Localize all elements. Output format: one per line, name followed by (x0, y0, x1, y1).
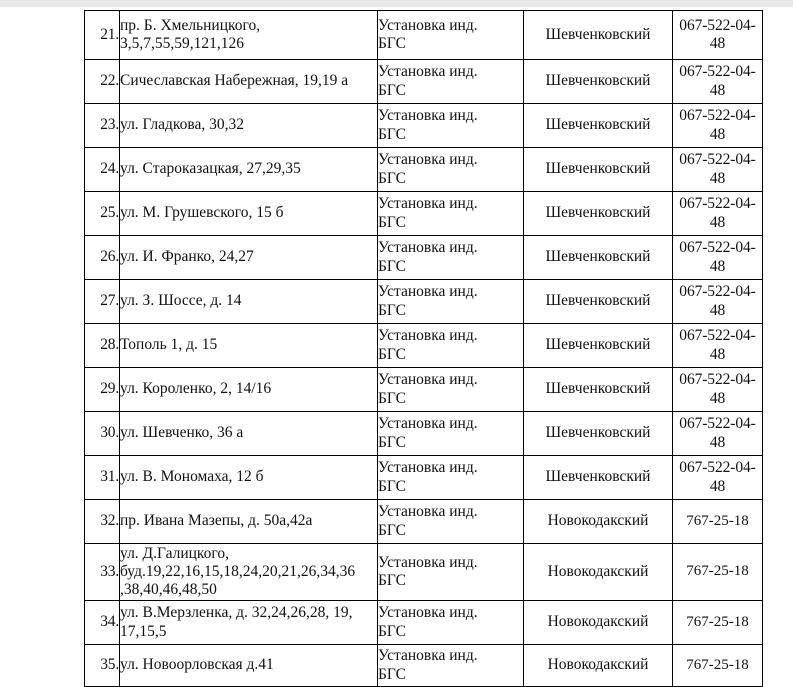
table-row (85, 601, 763, 645)
row-work-type (378, 456, 524, 500)
row-phone: 767-25-18 (673, 544, 763, 601)
work-line-2: БГС (378, 125, 406, 143)
work-line-1: Установка инд. (378, 151, 478, 169)
address-line: ул. Шевченко, 36 а (120, 424, 244, 442)
work-line-1: Установка инд. (378, 459, 478, 477)
address-line: ул. З. Шоссе, д. 14 (120, 292, 242, 310)
row-phone: 067-522-04-48 (673, 60, 763, 104)
row-address (120, 500, 378, 544)
table-row (85, 236, 763, 280)
work-line-1: Установка инд. (378, 16, 478, 34)
work-line-2: БГС (378, 257, 406, 275)
row-district: Шевченковский (524, 324, 673, 368)
work-line-2: БГС (378, 213, 406, 231)
row-phone: 067-522-04-48 (673, 236, 763, 280)
row-district: Шевченковский (524, 104, 673, 148)
table-row (85, 456, 763, 500)
row-district: Шевченковский (524, 148, 673, 192)
work-line-1: Установка инд. (378, 327, 478, 345)
row-work-type (378, 148, 524, 192)
work-line-2: БГС (378, 389, 406, 407)
row-phone: 767-25-18 (673, 500, 763, 544)
row-work-type (378, 11, 524, 60)
work-line-2: БГС (378, 433, 406, 451)
row-work-type (378, 544, 524, 601)
row-address (120, 412, 378, 456)
work-line-1: Установка инд. (378, 503, 478, 521)
row-address (120, 544, 378, 601)
work-line-1: Установка инд. (378, 283, 478, 301)
row-address (120, 148, 378, 192)
table-row (85, 544, 763, 601)
row-address (120, 192, 378, 236)
work-line-2: БГС (378, 521, 406, 539)
row-number: 23. (85, 104, 120, 148)
work-line-2: БГС (378, 622, 406, 640)
table-row (85, 148, 763, 192)
row-phone: 067-522-04-48 (673, 412, 763, 456)
table-row (85, 412, 763, 456)
row-district: Шевченковский (524, 236, 673, 280)
row-district: Шевченковский (524, 192, 673, 236)
row-district: Шевченковский (524, 412, 673, 456)
row-number: 25. (85, 192, 120, 236)
row-work-type (378, 236, 524, 280)
row-work-type (378, 368, 524, 412)
address-line: ул. И. Франко, 24,27 (120, 248, 254, 266)
work-line-2: БГС (378, 345, 406, 363)
address-line: ул. М. Грушевского, 15 б (120, 204, 284, 222)
row-number: 27. (85, 280, 120, 324)
row-number: 31. (85, 456, 120, 500)
row-phone: 767-25-18 (673, 645, 763, 687)
address-line: ул. Короленко, 2, 14/16 (120, 380, 272, 398)
row-work-type (378, 104, 524, 148)
work-line-2: БГС (378, 81, 406, 99)
address-work-table (84, 10, 763, 687)
row-district: Новокодакский (524, 645, 673, 687)
work-line-1: Установка инд. (378, 415, 478, 433)
table-row (85, 60, 763, 104)
row-number: 28. (85, 324, 120, 368)
row-address (120, 368, 378, 412)
row-address (120, 11, 378, 60)
work-line-2: БГС (378, 665, 406, 683)
row-address (120, 236, 378, 280)
row-number: 34. (85, 601, 120, 645)
row-district: Шевченковский (524, 280, 673, 324)
row-district: Шевченковский (524, 368, 673, 412)
row-work-type (378, 412, 524, 456)
table-row (85, 11, 763, 60)
row-phone: 067-522-04-48 (673, 11, 763, 60)
row-work-type (378, 324, 524, 368)
table-body (85, 11, 763, 687)
address-line: ул. Староказацкая, 27,29,35 (120, 160, 301, 178)
address-line: пр. Б. Хмельницкого, (120, 16, 261, 34)
table-row (85, 280, 763, 324)
address-line: ул. Гладкова, 30,32 (120, 116, 244, 134)
table-row (85, 192, 763, 236)
row-number: 22. (85, 60, 120, 104)
row-work-type (378, 601, 524, 645)
row-number: 35. (85, 645, 120, 687)
work-line-1: Установка инд. (378, 371, 478, 389)
row-phone: 067-522-04-48 (673, 368, 763, 412)
table-row (85, 324, 763, 368)
row-address (120, 60, 378, 104)
table-row (85, 104, 763, 148)
work-line-2: БГС (378, 477, 406, 495)
row-phone: 067-522-04-48 (673, 280, 763, 324)
address-line: ул. Д.Галицкого, (120, 544, 230, 562)
row-number: 21. (85, 11, 120, 60)
row-number: 32. (85, 500, 120, 544)
row-work-type (378, 500, 524, 544)
work-line-1: Установка инд. (378, 195, 478, 213)
row-district: Новокодакский (524, 500, 673, 544)
row-number: 24. (85, 148, 120, 192)
work-line-1: Установка инд. (378, 107, 478, 125)
row-number: 29. (85, 368, 120, 412)
row-phone: 067-522-04-48 (673, 104, 763, 148)
row-address (120, 645, 378, 687)
row-phone: 067-522-04-48 (673, 456, 763, 500)
address-line: Сичеславская Набережная, 19,19 а (120, 72, 349, 90)
work-line-1: Установка инд. (378, 63, 478, 81)
row-phone: 067-522-04-48 (673, 192, 763, 236)
work-line-2: БГС (378, 572, 406, 589)
work-line-1: Установка инд. (378, 239, 478, 257)
row-work-type (378, 60, 524, 104)
work-line-2: БГС (378, 169, 406, 187)
address-line: 3,5,7,55,59,121,126 (120, 35, 244, 52)
row-number: 26. (85, 236, 120, 280)
table-row (85, 645, 763, 687)
row-number: 30. (85, 412, 120, 456)
address-line: Тополь 1, д. 15 (120, 336, 218, 354)
row-work-type (378, 645, 524, 687)
address-line: ул. В.Мерзленка, д. 32,24,26,28, 19, (120, 604, 353, 622)
row-district: Шевченковский (524, 11, 673, 60)
work-line-1: Установка инд. (378, 647, 478, 665)
row-address (120, 324, 378, 368)
row-district: Шевченковский (524, 60, 673, 104)
address-line: ,38,40,46,48,50 (120, 581, 217, 599)
address-line: пр. Ивана Мазепы, д. 50а,42а (120, 512, 313, 530)
work-line-1: Установка инд. (378, 553, 478, 571)
table-row (85, 368, 763, 412)
row-address (120, 104, 378, 148)
address-line: 17,15,5 (120, 622, 167, 640)
work-line-2: БГС (378, 301, 406, 319)
work-line-2: БГС (378, 35, 406, 52)
address-line: буд.19,22,16,15,18,24,20,21,26,34,36 (120, 562, 356, 580)
row-number: 33. (85, 544, 120, 601)
address-line: ул. Новоорловская д.41 (120, 656, 274, 674)
row-address (120, 280, 378, 324)
row-district: Новокодакский (524, 544, 673, 601)
row-address (120, 456, 378, 500)
table-row (85, 500, 763, 544)
row-phone: 067-522-04-48 (673, 148, 763, 192)
row-address (120, 601, 378, 645)
row-work-type (378, 192, 524, 236)
row-work-type (378, 280, 524, 324)
row-district: Шевченковский (524, 456, 673, 500)
row-district: Новокодакский (524, 601, 673, 645)
row-phone: 067-522-04-48 (673, 324, 763, 368)
row-phone: 767-25-18 (673, 601, 763, 645)
work-line-1: Установка инд. (378, 604, 478, 622)
address-line: ул. В. Мономаха, 12 б (120, 468, 264, 486)
